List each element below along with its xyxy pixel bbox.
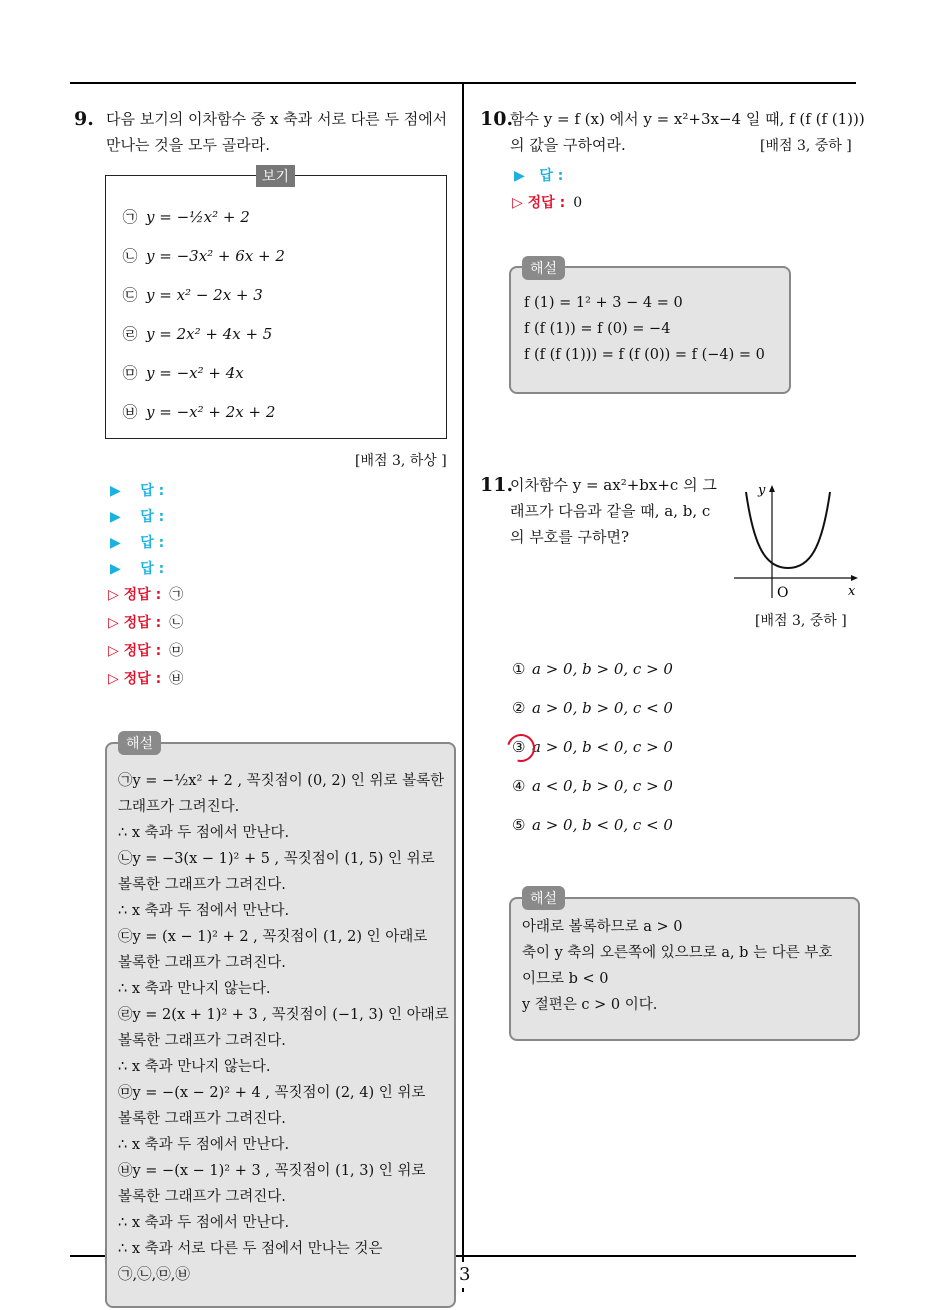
solution-line: ∴ x 축과 두 점에서 만난다.: [118, 903, 290, 919]
solution-line: ㉣y = 2(x + 1)² + 3 , 꼭짓점이 (−1, 3) 인 아래로: [118, 1007, 449, 1023]
solution-line: ㉠y = −½x² + 2 , 꼭짓점이 (0, 2) 인 위로 볼록한: [118, 773, 445, 789]
answer-arrow-icon: ▶: [110, 561, 121, 577]
choice-marker: ㉡: [122, 247, 138, 265]
column-divider: [462, 82, 464, 1292]
answer-arrow-icon: ▶: [110, 535, 121, 551]
q10-solution-text: [524, 290, 765, 368]
correct-arrow-icon: ▷: [108, 587, 119, 603]
correct-value: ㉠: [169, 587, 184, 603]
y-axis-arrow-icon: [769, 485, 775, 492]
choice-expression: y = −x² + 2x + 2: [146, 403, 276, 421]
q11-solution-text: [522, 914, 832, 1018]
q11-option-item[interactable]: [512, 699, 673, 717]
solution-line: ㉠,㉡,㉤,㉥: [118, 1267, 190, 1283]
correct-label: 정답 :: [527, 195, 566, 211]
q11-option-item[interactable]: [512, 816, 673, 834]
solution-line: y 절편은 c > 0 이다.: [522, 997, 658, 1013]
q9-score: [배점 3, 하상 ]: [355, 453, 447, 469]
q11-solution-tag: 해설: [522, 886, 565, 910]
q11-parabola-graph: [730, 478, 865, 603]
choice-expression: y = −½x² + 2: [146, 208, 250, 226]
q9-number: 9.: [74, 108, 94, 130]
option-marker: ⑤: [512, 816, 526, 834]
option-marker: ①: [512, 660, 526, 678]
q9-answer-row: [110, 480, 164, 500]
solution-line: ∴ x 축과 만나지 않는다.: [118, 981, 271, 997]
q10-prompt-line1: 함수 y = f (x) 에서 y = x²+3x−4 일 때, f (f (f (1))): [510, 110, 865, 128]
q10-prompt-line2: 의 값을 구하여라.: [510, 136, 626, 154]
q9-solution-text: [118, 768, 449, 1288]
option-marker: ③: [512, 738, 532, 756]
q9-choice-item: [122, 245, 285, 266]
q10-score: [배점 3, 중하 ]: [760, 138, 852, 154]
correct-label: 정답 :: [123, 671, 162, 687]
graph-parabola: [746, 492, 830, 568]
q9-choice-item: [122, 323, 272, 344]
selected-circle-icon: [502, 729, 540, 767]
solution-line: 볼록한 그래프가 그려진다.: [118, 1111, 286, 1127]
solution-line: ㉥y = −(x − 1)² + 3 , 꼭짓점이 (1, 3) 인 위로: [118, 1163, 426, 1179]
option-text: a > 0, b > 0, c > 0: [532, 660, 673, 678]
option-text: a > 0, b < 0, c > 0: [532, 738, 673, 756]
correct-arrow-icon: ▷: [512, 195, 523, 211]
q9-choice-item: [122, 206, 250, 227]
q11-option-item[interactable]: [512, 777, 673, 795]
option-text: a > 0, b > 0, c < 0: [532, 699, 673, 717]
solution-line: 볼록한 그래프가 그려진다.: [118, 1189, 286, 1205]
q9-correct-row: [108, 640, 183, 660]
q9-answer-row: [110, 506, 164, 526]
q9-answer-row: [110, 558, 164, 578]
q11-number: 11.: [480, 474, 514, 496]
q11-prompt-line2: 래프가 다음과 같을 때, a, b, c: [510, 502, 711, 520]
q9-correct-row: [108, 584, 183, 604]
answer-arrow-icon: ▶: [514, 168, 525, 184]
choice-marker: ㉢: [122, 286, 138, 304]
choice-marker: ㉣: [122, 325, 138, 343]
correct-value: ㉥: [169, 671, 184, 687]
q11-prompt-line1: 이차함수 y = ax²+bx+c 의 그: [510, 476, 717, 494]
graph-y-label: y: [758, 483, 766, 498]
solution-line: 아래로 볼록하므로 a > 0: [522, 919, 683, 935]
q9-prompt-line1: 다음 보기의 이차함수 중 x 축과 서로 다른 두 점에서: [106, 110, 448, 128]
correct-label: 정답 :: [123, 615, 162, 631]
solution-line: ∴ x 축과 두 점에서 만난다.: [118, 1137, 290, 1153]
solution-line: 볼록한 그래프가 그려진다.: [118, 1033, 286, 1049]
solution-line: 그래프가 그려진다.: [118, 799, 240, 815]
solution-line: 볼록한 그래프가 그려진다.: [118, 877, 286, 893]
choice-marker: ㉤: [122, 364, 138, 382]
x-axis-arrow-icon: [851, 575, 858, 581]
q11-option-item[interactable]: [512, 660, 673, 678]
solution-line: ∴ x 축과 서로 다른 두 점에서 만나는 것은: [118, 1241, 383, 1257]
solution-line: 볼록한 그래프가 그려진다.: [118, 955, 286, 971]
answer-label: 답 :: [140, 535, 165, 551]
q9-correct-row: [108, 612, 183, 632]
graph-x-label: x: [848, 584, 856, 599]
solution-line: ㉤y = −(x − 2)² + 4 , 꼭짓점이 (2, 4) 인 위로: [118, 1085, 426, 1101]
solution-line: ∴ x 축과 만나지 않는다.: [118, 1059, 271, 1075]
q10-answer-row: [514, 165, 563, 185]
answer-arrow-icon: ▶: [110, 509, 121, 525]
solution-line: f (f (f (1))) = f (f (0)) = f (−4) = 0: [524, 347, 765, 363]
correct-value: ㉤: [169, 643, 184, 659]
correct-label: 정답 :: [123, 587, 162, 603]
q9-choice-item: [122, 284, 263, 305]
solution-line: 이므로 b < 0: [522, 971, 609, 987]
choice-expression: y = −3x² + 6x + 2: [146, 247, 285, 265]
answer-label: 답 :: [539, 168, 564, 184]
page-number: 3: [455, 1262, 474, 1288]
correct-value: ㉡: [169, 615, 184, 631]
q9-answer-row: [110, 532, 164, 552]
solution-line: ㉢y = (x − 1)² + 2 , 꼭짓점이 (1, 2) 인 아래로: [118, 929, 428, 945]
solution-line: ∴ x 축과 두 점에서 만난다.: [118, 1215, 290, 1231]
solution-line: f (f (1)) = f (0) = −4: [524, 321, 671, 337]
option-text: a < 0, b > 0, c > 0: [532, 777, 673, 795]
correct-arrow-icon: ▷: [108, 643, 119, 659]
q10-correct-value: 0: [573, 195, 583, 211]
choice-expression: y = x² − 2x + 3: [146, 286, 263, 304]
solution-line: ㉡y = −3(x − 1)² + 5 , 꼭짓점이 (1, 5) 인 위로: [118, 851, 435, 867]
answer-label: 답 :: [140, 561, 165, 577]
correct-label: 정답 :: [123, 643, 162, 659]
solution-line: 축이 y 축의 오른쪽에 있으므로 a, b 는 다른 부호: [522, 945, 833, 961]
bogi-label: 보기: [256, 165, 295, 187]
q11-prompt-line3: 의 부호를 구하면?: [510, 528, 630, 546]
q10-correct-row: [512, 192, 582, 212]
choice-expression: y = 2x² + 4x + 5: [146, 325, 273, 343]
solution-line: ∴ x 축과 두 점에서 만난다.: [118, 825, 290, 841]
q9-solution-tag: 해설: [118, 731, 161, 755]
answer-arrow-icon: ▶: [110, 483, 121, 499]
answer-label: 답 :: [140, 483, 165, 499]
answer-label: 답 :: [140, 509, 165, 525]
q9-prompt-line2: 만나는 것을 모두 골라라.: [106, 136, 270, 154]
q9-choice-item: [122, 401, 275, 422]
graph-origin-label: O: [777, 585, 789, 601]
option-text: a > 0, b < 0, c < 0: [532, 816, 673, 834]
q11-option-item[interactable]: [512, 738, 673, 756]
option-marker: ②: [512, 699, 526, 717]
q9-choice-item: [122, 362, 244, 383]
option-marker: ④: [512, 777, 526, 795]
solution-line: f (1) = 1² + 3 − 4 = 0: [524, 295, 683, 311]
q9-correct-row: [108, 668, 183, 688]
q11-score: [배점 3, 중하 ]: [755, 613, 847, 629]
choice-marker: ㉠: [122, 208, 138, 226]
choice-marker: ㉥: [122, 403, 138, 421]
q10-solution-tag: 해설: [522, 256, 565, 280]
correct-arrow-icon: ▷: [108, 671, 119, 687]
correct-arrow-icon: ▷: [108, 615, 119, 631]
q10-number: 10.: [480, 108, 514, 130]
choice-expression: y = −x² + 4x: [146, 364, 244, 382]
